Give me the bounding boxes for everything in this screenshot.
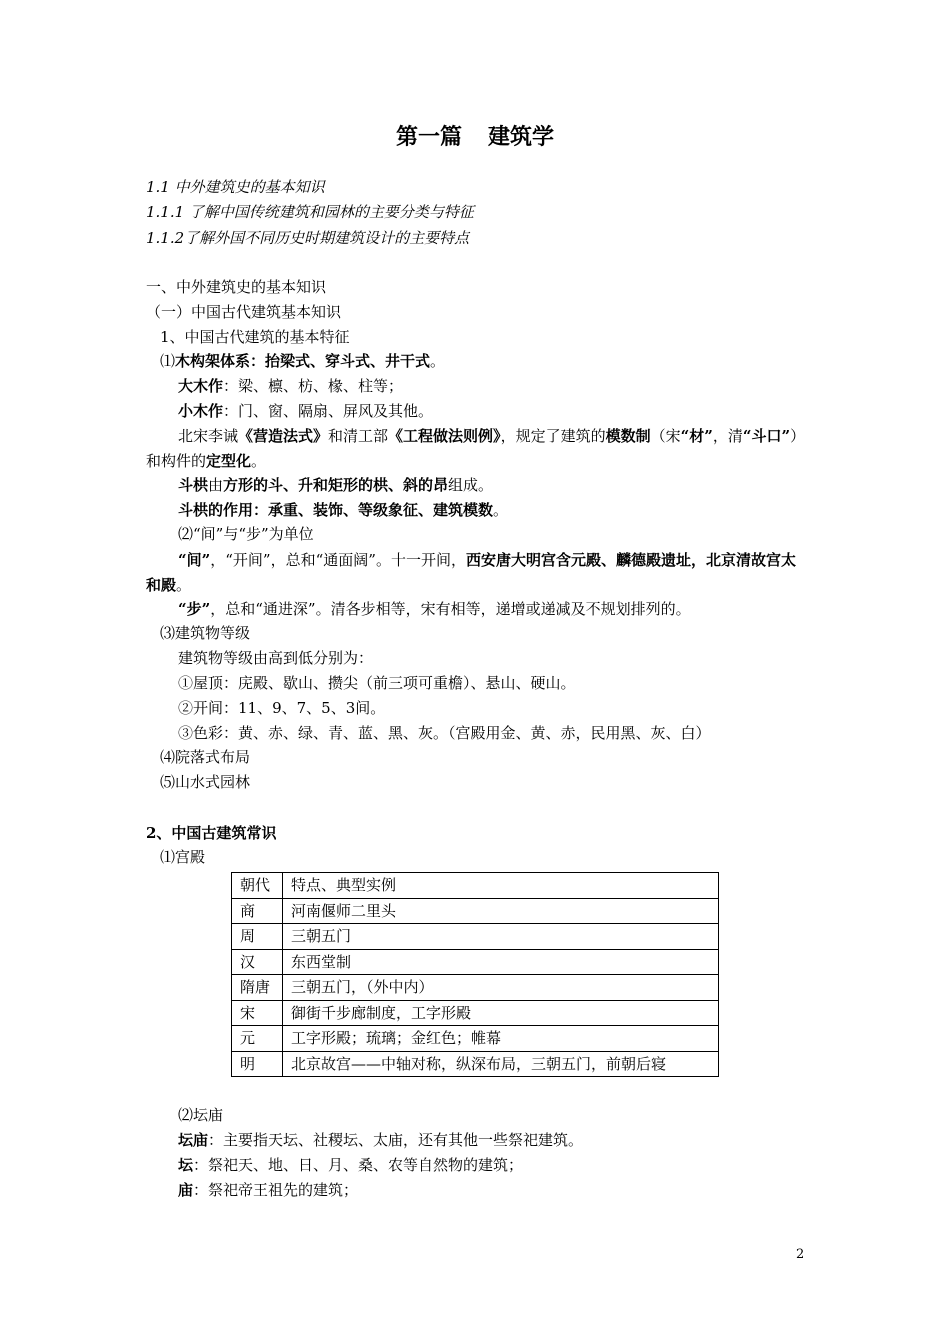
title-name: 建筑学 <box>488 124 555 150</box>
paragraph-jian: “间”，“开间”，总和“通面阔”。十一开间，西安唐大明宫含元殿、麟德殿遗址，北京清故宫太和殿。 <box>146 551 796 594</box>
table-row <box>232 949 719 975</box>
outline-item: 1.1.2了解外国不同历史时期建筑设计的主要特点 <box>146 229 470 247</box>
paragraph-altar-temple: ⑵坛庙 <box>178 1106 224 1124</box>
subsection-heading: 1、中国古代建筑的基本特征 <box>160 328 350 346</box>
section-heading: 一、中外建筑史的基本知识 <box>146 278 327 296</box>
paragraph-bu: “步”，总和“通进深”。清各步相等，宋有相等，递增或递减及不规划排列的。 <box>178 600 691 618</box>
table-row <box>232 873 719 899</box>
paragraph-grade-intro: 建筑物等级由高到低分别为： <box>178 649 374 667</box>
paragraph-miao: 庙：祭祀帝王祖先的建筑； <box>178 1181 359 1199</box>
title-part: 第一篇 <box>395 124 462 150</box>
table-cell: 商 <box>232 898 283 924</box>
paragraph-jian-bu: ⑵“间”与“步”为单位 <box>178 525 314 543</box>
table-cell: 周 <box>232 924 283 950</box>
list-item: ②开间：11、9、7、5、3间。 <box>178 699 386 717</box>
table-cell: 河南偃师二里头 <box>283 898 719 924</box>
table-row <box>232 975 719 1001</box>
table-cell: 汉 <box>232 949 283 975</box>
table-row <box>232 1051 719 1077</box>
outline-item: 1.1 中外建筑史的基本知识 <box>146 178 325 196</box>
paragraph-tanmiao: 坛庙：主要指天坛、社稷坛、太庙，还有其他一些祭祀建筑。 <box>178 1131 584 1149</box>
table-cell: 朝代 <box>232 873 283 899</box>
table-cell: 东西堂制 <box>283 949 719 975</box>
paragraph-tan: 坛：祭祀天、地、日、月、桑、农等自然物的建筑； <box>178 1156 524 1174</box>
page-title <box>0 122 950 152</box>
subsection-heading: （一）中国古代建筑基本知识 <box>146 303 342 321</box>
paragraph-courtyard: ⑷院落式布局 <box>160 748 251 766</box>
table-row <box>232 1026 719 1052</box>
paragraph-structure: ⑴木构架体系：抬梁式、穿斗式、井干式。 <box>160 352 446 370</box>
table-cell: 元 <box>232 1026 283 1052</box>
table-row <box>232 1000 719 1026</box>
page-number: 2 <box>796 1247 805 1262</box>
palace-table <box>231 872 719 1077</box>
paragraph-dougong-function: 斗栱的作用：承重、装饰、等级象征、建筑模数。 <box>178 501 509 519</box>
table-cell: 三朝五门 <box>283 924 719 950</box>
list-item: ③色彩：黄、赤、绿、青、蓝、黑、灰。（宫殿用金、黄、赤，民用黑、灰、白） <box>178 724 711 742</box>
paragraph-dougong: 斗栱由方形的斗、升和矩形的栱、斜的昂组成。 <box>178 476 494 494</box>
paragraph-palace: ⑴宫殿 <box>160 848 206 866</box>
table-cell: 三朝五门，（外中内） <box>283 975 719 1001</box>
table-cell: 工字形殿；琉璃；金红色；帷幕 <box>283 1026 719 1052</box>
table-row <box>232 898 719 924</box>
paragraph-yingzao: 北宋李诫《营造法式》和清工部《工程做法则例》，规定了建筑的模数制（宋“材”，清“斗口”）和构件的定型化。 <box>146 427 806 470</box>
table-cell: 隋唐 <box>232 975 283 1001</box>
section-heading-2: 2、中国古建筑常识 <box>146 824 277 842</box>
outline-item: 1.1.1 了解中国传统建筑和园林的主要分类与特征 <box>146 203 474 221</box>
table-cell: 御街千步廊制度，工字形殿 <box>283 1000 719 1026</box>
paragraph-xiaomuzuo: 小木作：门、窗、隔扇、屏风及其他。 <box>178 402 434 420</box>
paragraph-damuzuo: 大木作：梁、檩、枋、椽、柱等； <box>178 377 404 395</box>
table-cell: 宋 <box>232 1000 283 1026</box>
list-item: ①屋顶：庑殿、歇山、攒尖（前三项可重檐）、悬山、硬山。 <box>178 674 576 692</box>
table-cell: 特点、典型实例 <box>283 873 719 899</box>
paragraph-grade: ⑶建筑物等级 <box>160 624 251 642</box>
table-cell: 北京故宫——中轴对称，纵深布局，三朝五门，前朝后寝 <box>283 1051 719 1077</box>
table-row <box>232 924 719 950</box>
table-cell: 明 <box>232 1051 283 1077</box>
paragraph-garden: ⑸山水式园林 <box>160 773 251 791</box>
